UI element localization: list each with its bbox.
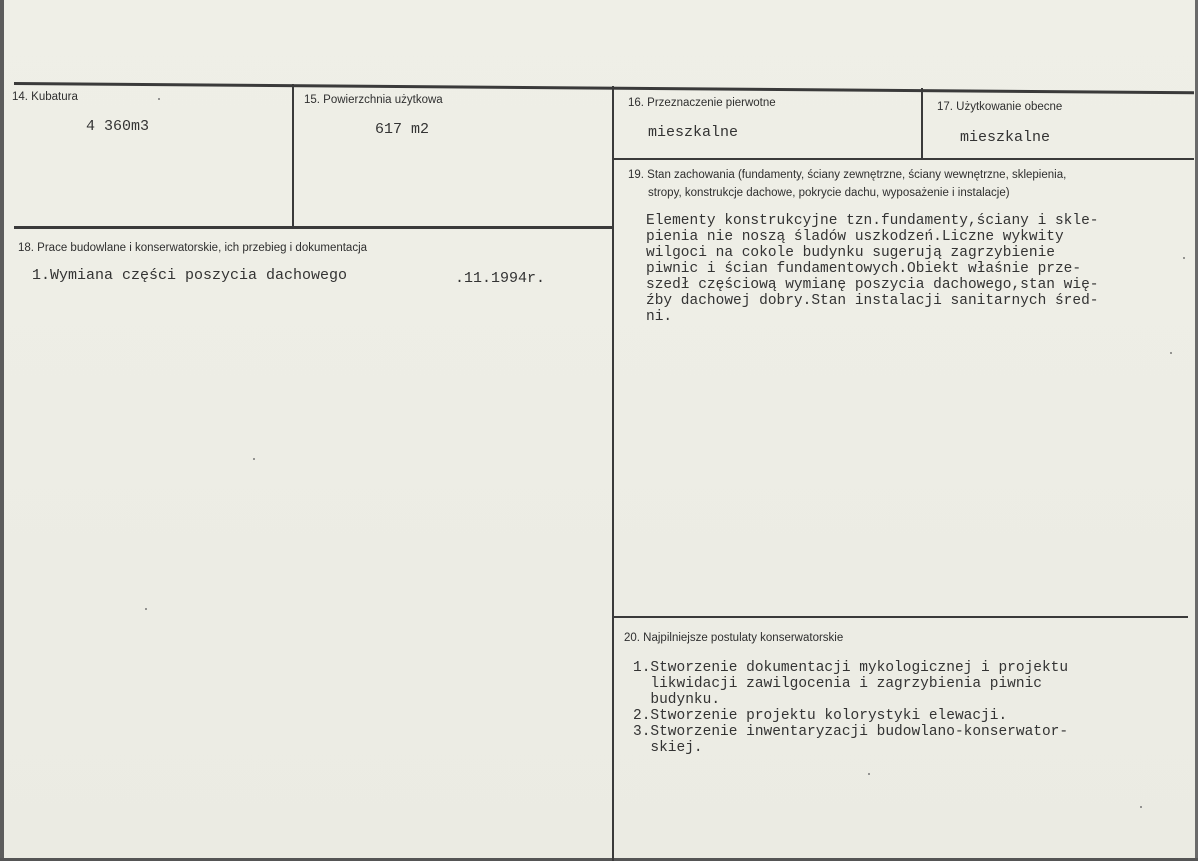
field-20-line: 1.Stworzenie dokumentacji mykologicznej i projektu [633, 660, 1069, 676]
top-rule [14, 82, 1194, 94]
paper-speck [1183, 257, 1185, 259]
field-20-line: budynku. [633, 692, 721, 708]
field-14-value: 4 360m3 [86, 118, 150, 135]
field-16-value: mieszkalne [648, 124, 739, 141]
divider-left-right [612, 86, 614, 861]
field-20-line: 3.Stworzenie inwentaryzacji budowlano-konserwator- [633, 724, 1069, 740]
field-19-label-line1: 19. Stan zachowania (fundamenty, ściany zewnętrzne, ściany wewnętrzne, sklepienia, [628, 169, 1067, 181]
field-19-text [646, 213, 1098, 325]
divider-14-15 [292, 84, 294, 227]
rule-above-20 [614, 616, 1188, 618]
field-17-label: 17. Użytkowanie obecne [937, 101, 1063, 113]
field-16-label: 16. Przeznaczenie pierwotne [628, 97, 776, 109]
paper-speck [1140, 806, 1142, 808]
field-14-label: 14. Kubatura [12, 91, 78, 103]
field-20-text [633, 660, 1068, 756]
field-15-label: 15. Powierzchnia użytkowa [304, 94, 443, 106]
rule-under-16-17 [614, 158, 1194, 160]
field-19-line: szedł częściową wymianę poszycia dachowego,stan wię- [646, 277, 1099, 293]
field-20-label: 20. Najpilniejsze postulaty konserwatorskie [624, 632, 844, 644]
rule-under-14-15 [14, 226, 614, 229]
field-20-line: likwidacji zawilgocenia i zagrzybienia piwnic [633, 676, 1042, 692]
field-18-entry-date: .11.1994r. [455, 270, 546, 287]
paper-speck [868, 773, 870, 775]
paper-speck [1170, 352, 1172, 354]
field-19-line: pienia nie noszą śladów uszkodzeń.Liczne wykwity [646, 229, 1064, 245]
field-19-line: wilgoci na cokole budynku sugerują zagrzybienie [646, 245, 1055, 261]
field-15-value: 617 m2 [375, 121, 430, 138]
field-18-entry-text: 1.Wymiana części poszycia dachowego [32, 267, 348, 284]
field-19-line: ni. [646, 309, 673, 325]
paper-speck [145, 608, 147, 610]
paper-speck [158, 98, 160, 100]
field-20-line: 2.Stworzenie projektu kolorystyki elewacji. [633, 708, 1008, 724]
paper-speck [253, 458, 255, 460]
field-19-line: piwnic i ścian fundamentowych.Obiekt właśnie prze- [646, 261, 1082, 277]
field-17-value: mieszkalne [960, 129, 1051, 146]
field-19-line: Elementy konstrukcyjne tzn.fundamenty,ściany i skle- [646, 213, 1099, 229]
field-20-line: skiej. [633, 740, 703, 756]
field-19-line: źby dachowej dobry.Stan instalacji sanitarnych śred- [646, 293, 1099, 309]
card-left-edge [0, 0, 4, 861]
field-19-label-line2: stropy, konstrukcje dachowe, pokrycie dachu, wyposażenie i instalacje) [648, 187, 1010, 199]
divider-16-17 [921, 88, 923, 159]
field-18-label: 18. Prace budowlane i konserwatorskie, ich przebieg i dokumentacja [18, 242, 368, 254]
